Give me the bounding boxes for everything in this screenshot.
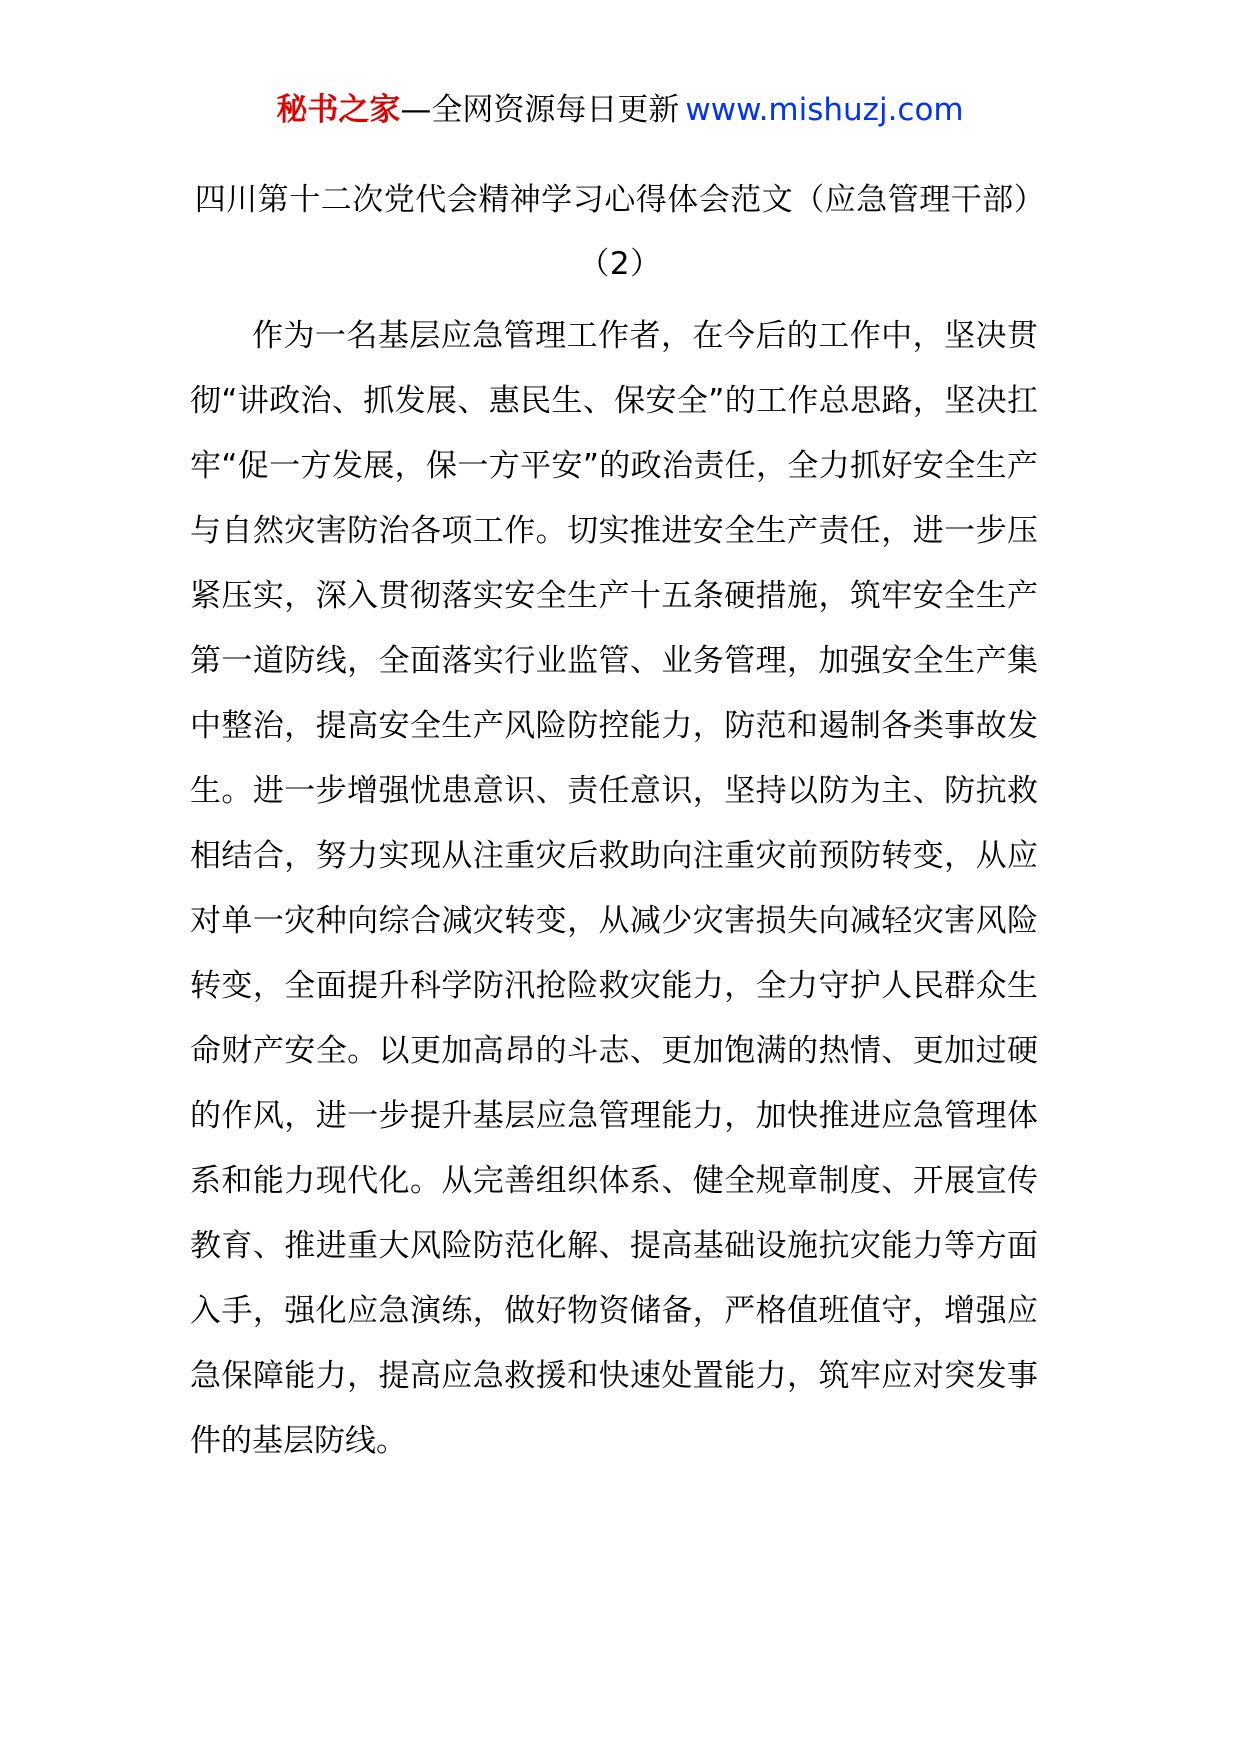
site-header — [0, 88, 1240, 132]
site-url-link[interactable]: www.mishuzj.com — [685, 92, 964, 128]
body-paragraph: 作为一名基层应急管理工作者，在今后的工作中，坚决贯彻“讲政治、抓发展、惠民生、保安全”的工作总思路，坚决扛牢“促一方发展，保一方平安”的政治责任，全力抓好安全生产与自然灾害防治各项工作。切实推进安全生产责任，进一步压紧压实，深入贯彻落实安全生产十五条硬措施，筑牢安全生产第一道防线，全面落实行业监管、业务管理，加强安全生产集中整治，提高安全生产风险防控能力，防范和遏制各类事故发生。进一步增强忧患意识、责任意识，坚持以防为主、防抗救相结合，努力实现从注重灾后救助向注重灾前预防转变，从应对单一灾种向综合减灾转变，从减少灾害损失向减轻灾害风险转变，全面提升科学防汛抢险救灾能力，全力守护人民群众生命财产安全。以更加高昂的斗志、更加饱满的热情、更加过硬的作风，进一步提升基层应急管理能力，加快推进应急管理体系和能力现代化。从完善组织体系、健全规章制度、开展宣传教育、推进重大风险防范化解、提高基础设施抗灾能力等方面入手，强化应急演练，做好物资储备，严格值班值守，增强应急保障能力，提高应急救援和快速处置能力，筑牢应对突发事件的基层防线。 — [190, 318, 1038, 1459]
header-tagline: —全网资源每日更新 — [400, 92, 680, 128]
document-title: 四川第十二次党代会精神学习心得体会范文（应急管理干部）（2） — [194, 182, 1046, 282]
brand-name: 秘书之家 — [276, 92, 401, 128]
